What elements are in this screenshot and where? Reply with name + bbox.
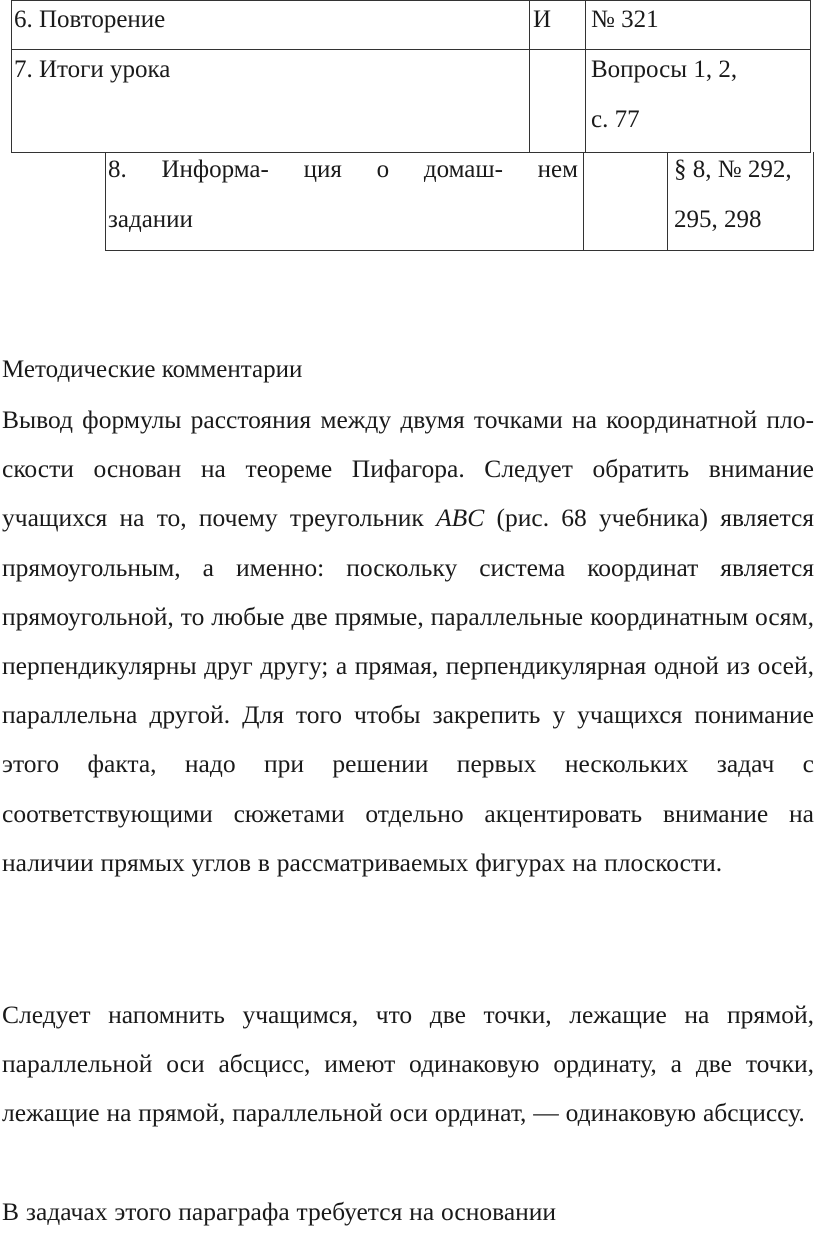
table-cell-task: с. 77 <box>591 106 640 133</box>
paragraph: В задачах этого параграфа требуется на основании <box>2 1197 557 1226</box>
table-cell-step <box>108 145 578 195</box>
table-cell-word: Информа- <box>161 156 269 183</box>
table-border <box>11 0 12 152</box>
paragraph-text: Вывод формулы расстояния между двумя точками на координатной пло- скости основан на теореме Пифагора. Следует обратить внимание учащихся на то, почему треугольник <box>2 405 814 533</box>
table-border <box>585 0 586 152</box>
table-cell-task: § 8, № 292, <box>674 156 792 183</box>
table-border <box>529 0 530 152</box>
table-cell-task: Вопросы 1, 2, <box>591 56 738 83</box>
triangle-label: ABC <box>436 503 485 533</box>
table-cell-task: 295, 298 <box>674 206 762 233</box>
table-cell-word: домаш- <box>423 156 503 183</box>
table-cell-task: № 321 <box>591 6 659 33</box>
table-cell-word: ция <box>303 156 342 183</box>
table-cell-word: 8. <box>108 156 127 183</box>
paragraph: Следует напомнить учащимся, что две точки, лежащие на прямой, параллельной оси абсцисс, имеют одинаковую ординату, а две точки, лежащие на прямой, параллельной оси ординат, — одинаковую абсциссу. <box>2 1000 814 1128</box>
table-border <box>105 152 106 251</box>
table-border <box>105 250 814 251</box>
table-cell-step: 7. Итоги урока <box>14 56 171 83</box>
table-border <box>810 0 811 152</box>
table-cell-step: 6. Повторение <box>14 6 166 33</box>
table-cell-word: о <box>376 156 390 183</box>
table-border <box>813 152 814 251</box>
section-heading: Методические комментарии <box>2 356 303 383</box>
table-cell-word: нем <box>537 156 578 183</box>
table-cell-form: И <box>533 6 552 33</box>
paragraph-text: (рис. 68 учебника) является прямоугольным, а именно: поскольку система координат является прямоугольной, то любые две прямые, параллельные координатным осям, перпендикулярны друг другу; а прямая, перпендикулярная одной из осей, параллельна другой. Для того чтобы закрепить у учащихся понимание этого факта, надо при решении первых нескольких задач с соответствующими сюжетами отдельно акцентировать внимание на наличии прямых углов в рассматриваемых фигурах на плоскости. <box>2 503 814 877</box>
table-border <box>667 152 668 251</box>
table-border <box>583 152 584 251</box>
paragraph <box>2 395 814 887</box>
table-cell-step: задании <box>108 206 193 233</box>
